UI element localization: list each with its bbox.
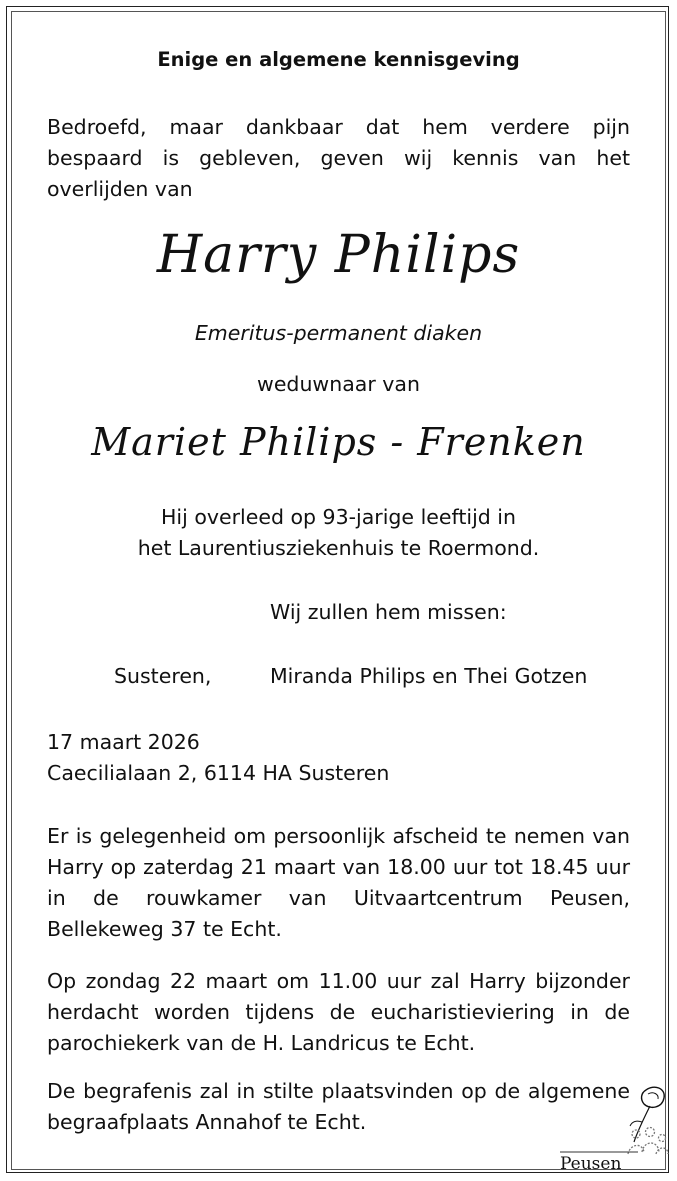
farewell-paragraph: Er is gelegenheid om persoonlijk afscheid te nemen van Harry op zaterdag 21 maart van 18.00 uur tot 18.45 uur in de rouwkamer van Uitvaartcentrum Peusen, Bellekeweg 37 te Echt.: [47, 824, 630, 941]
death-line-1: Hij overleed op 93-jarige leeftijd in: [161, 505, 516, 529]
date-line: 17 maart 2026: [47, 730, 200, 754]
death-line-2: het Laurentiusziekenhuis te Roermond.: [137, 536, 540, 560]
intro-paragraph: Bedroefd, maar dankbaar dat hem verdere pijn bespaard is gebleven, geven wij kennis van het overlijden van: [47, 115, 630, 201]
notice-heading: Enige en algemene kennisgeving: [157, 48, 520, 71]
missing-line: Wij zullen hem missen:: [270, 600, 507, 624]
service-paragraph: Op zondag 22 maart om 11.00 uur zal Harry bijzonder herdacht worden tijdens de eucharistieviering in de parochiekerk van de H. Landricus te Echt.: [47, 969, 630, 1055]
widower-label: weduwnaar van: [257, 372, 420, 396]
deceased-title: Emeritus-permanent diaken: [194, 321, 483, 345]
burial-paragraph: De begrafenis zal in stilte plaatsvinden op de algemene begraafplaats Annahof te Echt.: [47, 1079, 630, 1134]
place-label: Susteren,: [114, 664, 212, 688]
address-line: Caecilialaan 2, 6114 HA Susteren: [47, 761, 390, 785]
deceased-name: Harry Philips: [156, 225, 521, 285]
family-names: Miranda Philips en Thei Gotzen: [270, 664, 588, 688]
spouse-name: Mariet Philips - Frenken: [91, 420, 586, 464]
funeral-home-logo-text: Peusen: [560, 1154, 622, 1174]
